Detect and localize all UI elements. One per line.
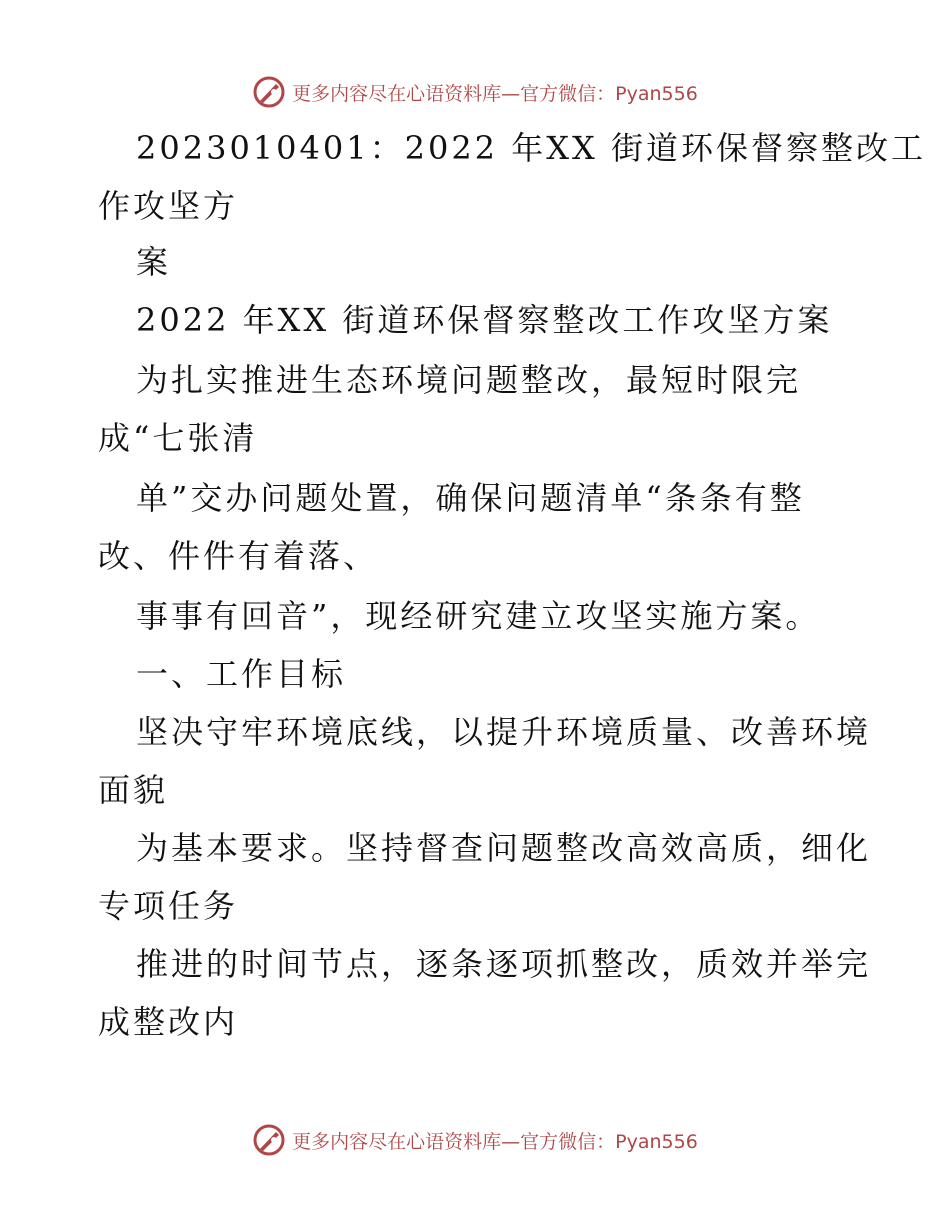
watermark-bottom (0, 1120, 950, 1160)
quill-logo-icon (252, 1123, 286, 1157)
section-heading: 一、工作目标 (136, 655, 347, 693)
doc-line: 改、件件有着落、 (98, 537, 379, 575)
doc-line: 为扎实推进生态环境问题整改，最短时限完 (136, 361, 802, 399)
doc-line: 2022 年XX 街道环保督察整改工作攻坚方案 (136, 301, 833, 339)
doc-line: 作攻坚方 (98, 187, 239, 225)
doc-line: 单”交办问题处置，确保问题清单“条条有整 (136, 479, 805, 517)
doc-line: 成整改内 (98, 1003, 239, 1041)
doc-line: 为基本要求。坚持督查问题整改高效高质，细化 (136, 829, 872, 867)
watermark-text: 更多内容尽在心语资料库—官方微信：Pyan556 (292, 1130, 698, 1153)
doc-line: 推进的时间节点，逐条逐项抓整改，质效并举完 (136, 945, 872, 983)
watermark-text: 更多内容尽在心语资料库—官方微信：Pyan556 (292, 82, 698, 105)
doc-line: 面貌 (98, 771, 169, 809)
doc-line: 成“七张清 (98, 419, 258, 457)
doc-line: 案 (136, 243, 172, 281)
doc-line: 2023010401：2022 年XX 街道环保督察整改工 (136, 129, 926, 167)
doc-line: 坚决守牢环境底线，以提升环境质量、改善环境 (136, 713, 872, 751)
doc-line: 事事有回音”，现经研究建立攻坚实施方案。 (136, 597, 821, 635)
doc-line: 专项任务 (98, 887, 239, 925)
